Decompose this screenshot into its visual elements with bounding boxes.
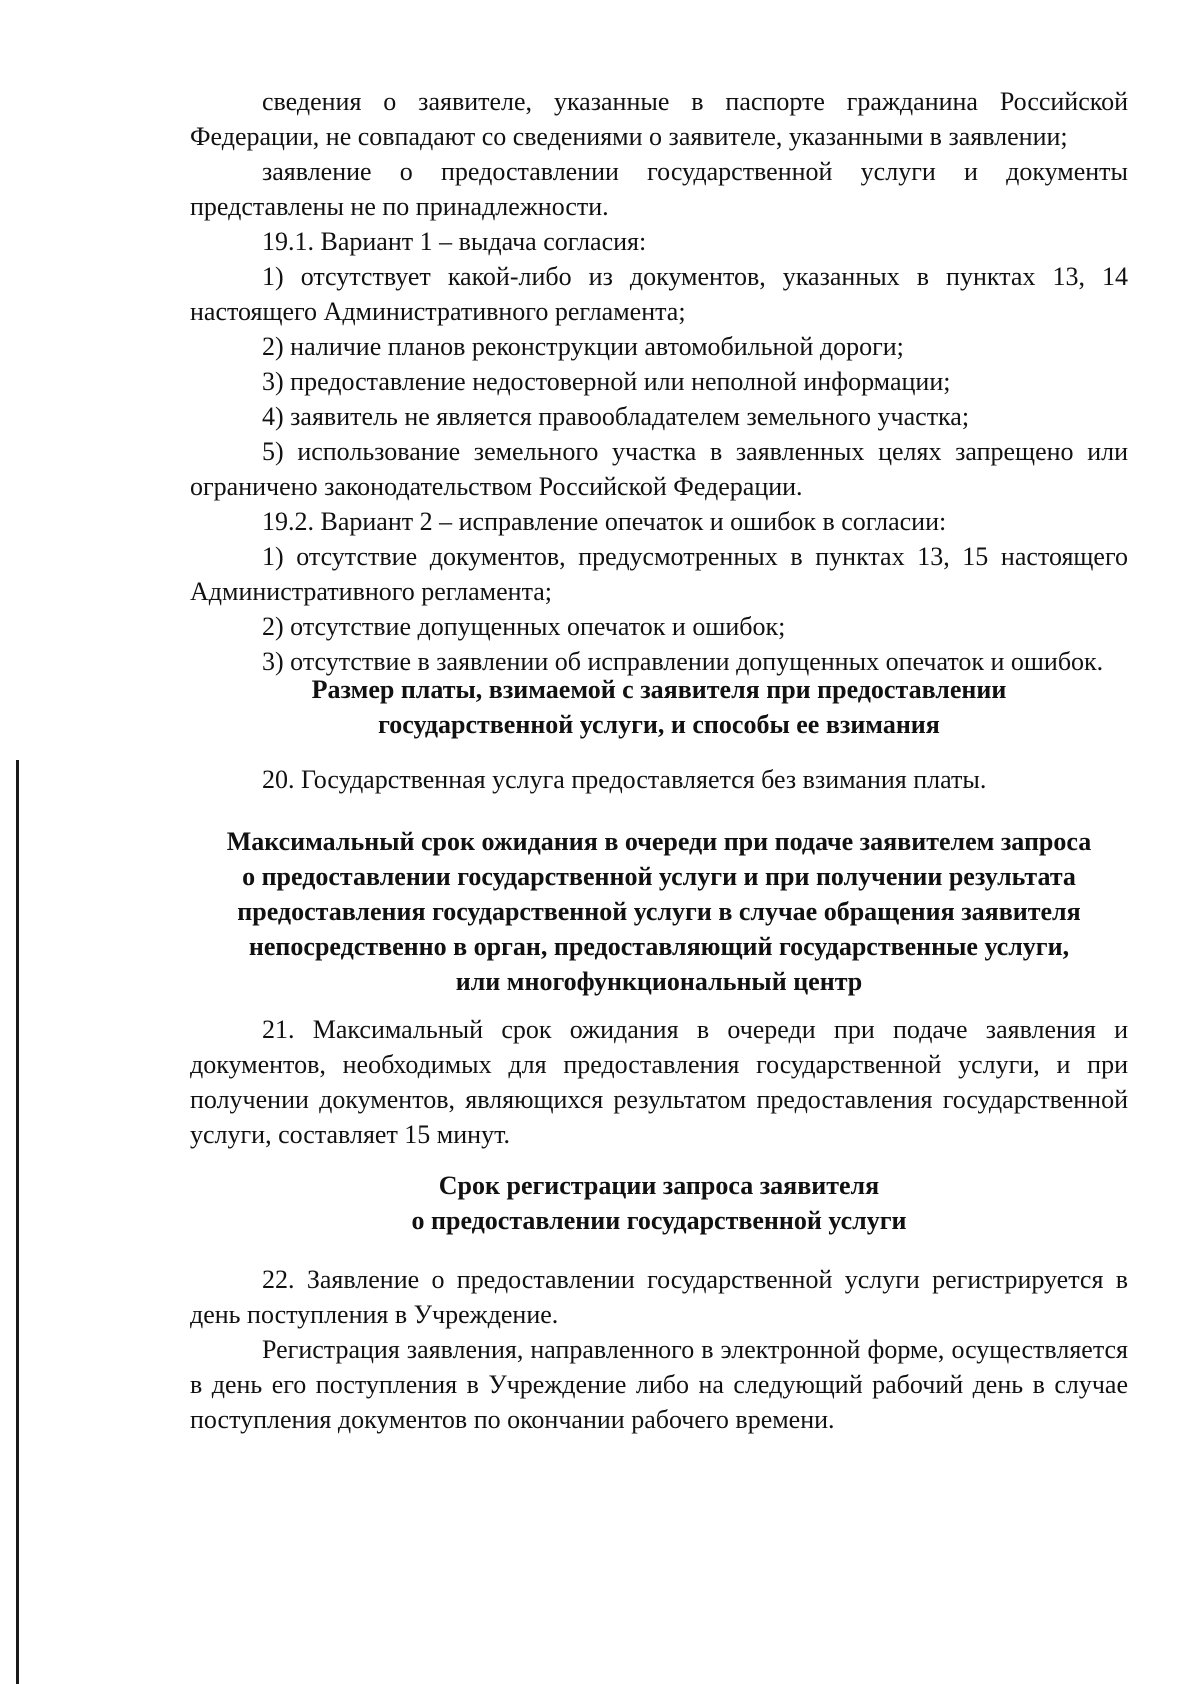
paragraph-variant-1-item-4: 4) заявитель не является правообладателем земельного участка; — [262, 402, 970, 431]
heading-registration-line-2: о предоставлении государственной услуги — [411, 1206, 907, 1235]
paragraph-variant-1-item-3: 3) предоставление недостоверной или неполной информации; — [262, 367, 951, 396]
section-fee — [190, 672, 1128, 742]
paragraph-20: 20. Государственная услуга предоставляется без взимания платы. — [262, 765, 987, 794]
paragraph-variant-1-item-5: 5) использование земельного участка в заявленных целях запрещено или ограничено законодательством Российской Федерации. — [190, 437, 1128, 501]
heading-fee-line-1: Размер платы, взимаемой с заявителя при предоставлении — [311, 675, 1007, 704]
paragraph-variant-2-item-3: 3) отсутствие в заявлении об исправлении допущенных опечаток и ошибок. — [262, 647, 1104, 676]
section-queue — [190, 824, 1128, 999]
paragraph-variant-1-item-1: 1) отсутствует какой-либо из документов, указанных в пунктах 13, 14 настоящего Административного регламента; — [190, 262, 1128, 326]
heading-queue-line-4: непосредственно в орган, предоставляющий государственные услуги, — [248, 932, 1070, 961]
paragraph-22-electronic: Регистрация заявления, направленного в электронной форме, осуществляется в день его поступления в Учреждение либо на следующий рабочий день в случае поступления документов по окончании рабочего времени. — [190, 1335, 1128, 1434]
heading-queue-line-1: Максимальный срок ожидания в очереди при подаче заявителем запроса — [226, 827, 1092, 856]
paragraph-wrong-authority: заявление о предоставлении государственной услуги и документы представлены не по принадлежности. — [190, 157, 1128, 221]
paragraph-variant-1-item-2: 2) наличие планов реконструкции автомобильной дороги; — [262, 332, 904, 361]
section-fee-body — [190, 762, 1128, 797]
heading-queue-line-5: или многофункциональный центр — [455, 967, 863, 996]
paragraph-21: 21. Максимальный срок ожидания в очереди при подаче заявления и документов, необходимых для предоставления государственной услуги, и при получении документов, являющихся результатом предоставления государственной услуги, составляет 15 минут. — [190, 1015, 1128, 1149]
heading-queue-line-2: о предоставлении государственной услуги и при получении результата — [242, 862, 1076, 891]
scan-edge-line — [16, 760, 19, 1684]
section-registration — [190, 1168, 1128, 1238]
grounds-block — [190, 84, 1128, 679]
paragraph-variant-2-title: 19.2. Вариант 2 – исправление опечаток и ошибок в согласии: — [262, 507, 947, 536]
heading-fee-line-2: государственной услуги, и способы ее взимания — [378, 710, 940, 739]
section-registration-body — [190, 1262, 1128, 1437]
paragraph-variant-2-item-2: 2) отсутствие допущенных опечаток и ошибок; — [262, 612, 786, 641]
paragraph-variant-1-title: 19.1. Вариант 1 – выдача согласия: — [262, 227, 647, 256]
heading-queue-line-3: предоставления государственной услуги в случае обращения заявителя — [237, 897, 1081, 926]
heading-registration-line-1: Срок регистрации запроса заявителя — [438, 1171, 880, 1200]
paragraph-passport-mismatch: сведения о заявителе, указанные в паспорте гражданина Российской Федерации, не совпадают со сведениями о заявителе, указанными в заявлении; — [190, 87, 1128, 151]
paragraph-22: 22. Заявление о предоставлении государственной услуги регистрируется в день поступления в Учреждение. — [190, 1265, 1128, 1329]
paragraph-variant-2-item-1: 1) отсутствие документов, предусмотренных в пунктах 13, 15 настоящего Административного регламента; — [190, 542, 1128, 606]
section-queue-body — [190, 1012, 1128, 1152]
